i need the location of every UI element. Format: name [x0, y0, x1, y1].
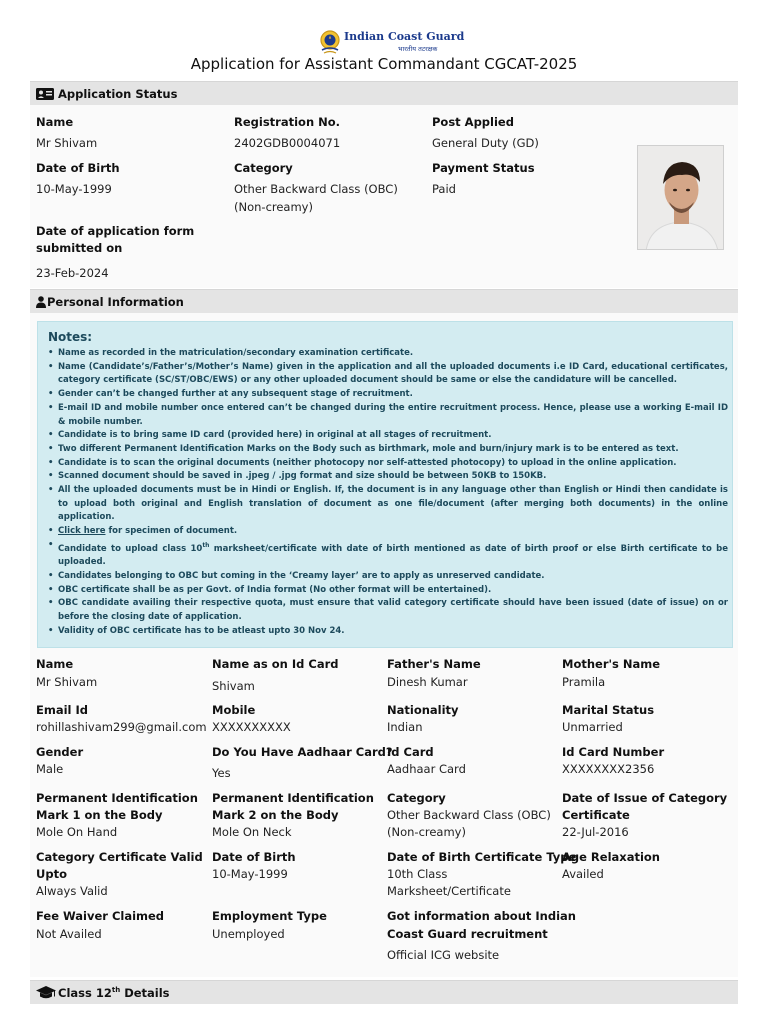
post-applied-label: Post Applied	[432, 115, 514, 129]
gender-label: Gender	[36, 745, 84, 759]
payment-status-label: Payment Status	[432, 161, 535, 175]
mother-name-value: Pramila	[562, 675, 606, 689]
note-item: • OBC candidate availing their respective quota, must ensure that valid category certificate should have been issued (date of issue) on or before the closing date of application.	[46, 597, 728, 624]
mark2-label-line2: Mark 2 on the Body	[212, 808, 339, 822]
mobile-value: XXXXXXXXXX	[212, 720, 291, 734]
notes-title: Notes:	[48, 330, 93, 344]
submitted-value: 23-Feb-2024	[36, 266, 109, 280]
post-applied-value: General Duty (GD)	[432, 136, 539, 150]
notes-list	[46, 347, 728, 639]
note-item: • All the uploaded documents must be in Hindi or English. If, the document is in any language other than English or Hindi then candidate is to upload both original and English translation of document as one file/document (after merging both documents) in the online application.	[46, 484, 728, 525]
id-card-number-value: XXXXXXXX2356	[562, 762, 655, 776]
id-name-label: Name as on Id Card	[212, 657, 339, 671]
class12-title-text: Class 12	[58, 986, 112, 1000]
coast-guard-logo	[318, 28, 465, 56]
note-item: • Name (Candidate’s/Father’s/Mother’s Name) given in the application and all the uploaded documents i.e ID Card, educational certificates, category certificate (SC/ST/OBC/EWS) or any other uploaded document should be same or else the candidature will be cancelled.	[46, 361, 728, 388]
coast-guard-emblem-icon	[318, 28, 342, 54]
dob-value: 10-May-1999	[212, 867, 288, 881]
status-category-value-line1: Other Backward Class (OBC)	[234, 182, 398, 196]
employment-type-label: Employment Type	[212, 909, 327, 923]
user-icon	[36, 296, 46, 308]
class12-details-header	[30, 980, 738, 1004]
note-item: • Validity of OBC certificate has to be atleast upto 30 Nov 24.	[46, 625, 728, 639]
gender-value: Male	[36, 762, 64, 776]
marital-status-label: Marital Status	[562, 703, 655, 717]
mobile-label: Mobile	[212, 703, 256, 717]
category-valid-value: Always Valid	[36, 884, 108, 898]
nationality-value: Indian	[387, 720, 423, 734]
mark1-value: Mole On Hand	[36, 825, 118, 839]
status-dob-value: 10-May-1999	[36, 182, 112, 196]
fee-waiver-value: Not Availed	[36, 927, 102, 941]
applicant-portrait-icon	[638, 146, 724, 250]
class10-note-text: Candidate to upload class 10	[58, 543, 203, 554]
mark1-label-line1: Permanent Identification	[36, 791, 198, 805]
class12-title-text-rest: Details	[120, 986, 170, 1000]
category-issue-date-label-line1: Date of Issue of Category	[562, 791, 728, 805]
id-name-value: Shivam	[212, 679, 255, 693]
registration-value: 2402GDB0004071	[234, 136, 341, 150]
class12-details-title	[58, 986, 170, 1000]
payment-status-value: Paid	[432, 182, 456, 196]
id-card-label: Id Card	[387, 745, 434, 759]
father-name-label: Father's Name	[387, 657, 481, 671]
status-dob-label: Date of Birth	[36, 161, 120, 175]
dob-label: Date of Birth	[212, 850, 296, 864]
dob-certificate-value-line1: 10th Class	[387, 867, 448, 881]
class10-note-text-rest: marksheet/certificate with date of birth mentioned as date of birth proof or else Birth certificate to be uploaded.	[58, 543, 728, 568]
note-item: • Name as recorded in the matriculation/secondary examination certificate.	[46, 347, 728, 361]
dob-certificate-label: Date of Birth Certificate Type	[387, 850, 577, 864]
category-label: Category	[387, 791, 446, 805]
note-item: • Scanned document should be saved in .jpeg / .jpg format and size should be between 50KB to 150KB.	[46, 470, 728, 484]
note-item: • E-mail ID and mobile number once entered can’t be changed during the entire recruitment process. Hence, please use a working E-mail ID & mobile number.	[46, 402, 728, 429]
class10-note-sup: th	[202, 541, 210, 549]
status-category-value-line2: (Non-creamy)	[234, 200, 313, 214]
marital-status-value: Unmarried	[562, 720, 623, 734]
mark2-value: Mole On Neck	[212, 825, 292, 839]
category-value-line2: (Non-creamy)	[387, 825, 466, 839]
mark1-label-line2: Mark 1 on the Body	[36, 808, 163, 822]
dob-certificate-value-line2: Marksheet/Certificate	[387, 884, 511, 898]
category-valid-label-line2: Upto	[36, 867, 67, 881]
applicant-photo	[637, 145, 724, 250]
application-status-header	[30, 81, 738, 105]
click-here-link[interactable]: Click here	[58, 526, 106, 537]
id-card-icon	[36, 88, 54, 100]
id-card-value: Aadhaar Card	[387, 762, 466, 776]
id-card-number-label: Id Card Number	[562, 745, 665, 759]
category-valid-label-line1: Category Certificate Valid	[36, 850, 203, 864]
fee-waiver-label: Fee Waiver Claimed	[36, 909, 165, 923]
status-category-label: Category	[234, 161, 293, 175]
info-source-label-line2: Coast Guard recruitment	[387, 927, 548, 941]
note-item: • Candidate is to bring same ID card (provided here) in original at all stages of recruitment.	[46, 429, 728, 443]
graduation-cap-icon	[36, 986, 56, 1000]
status-name-value: Mr Shivam	[36, 136, 98, 150]
age-relaxation-value: Availed	[562, 867, 604, 881]
class12-title-sup: th	[111, 986, 121, 995]
note-item: • Candidate is to scan the original documents (neither photocopy nor self-attested photocopy) to upload in the online application.	[46, 457, 728, 471]
employment-type-value: Unemployed	[212, 927, 285, 941]
page-title: Application for Assistant Commandant CGCAT-2025	[190, 55, 578, 73]
name-label: Name	[36, 657, 74, 671]
info-source-value: Official ICG website	[387, 948, 500, 962]
category-value-line1: Other Backward Class (OBC)	[387, 808, 551, 822]
registration-label: Registration No.	[234, 115, 341, 129]
org-name-hindi: भारतीय तटरक्षक	[398, 45, 438, 53]
personal-information-title: Personal Information	[47, 295, 184, 309]
aadhaar-value: Yes	[212, 766, 231, 780]
note-item-click-here	[46, 525, 728, 539]
note-item: • Candidates belonging to OBC but coming in the ‘Creamy layer’ are to apply as unreserved candidate.	[46, 570, 728, 584]
age-relaxation-label: Age Relaxation	[562, 850, 660, 864]
click-here-text: for specimen of document.	[105, 526, 238, 537]
note-item: • OBC certificate shall be as per Govt. of India format (No other format will be entertained).	[46, 584, 728, 598]
info-source-label-line1: Got information about Indian	[387, 909, 576, 923]
submitted-label-line2: submitted on	[36, 241, 123, 255]
note-item-class10	[46, 539, 728, 570]
personal-information-header	[30, 289, 738, 313]
status-name-label: Name	[36, 115, 74, 129]
name-value: Mr Shivam	[36, 675, 98, 689]
note-item: • Gender can’t be changed further at any subsequent stage of recruitment.	[46, 388, 728, 402]
application-status-title: Application Status	[58, 87, 178, 101]
notes-box	[37, 321, 733, 648]
category-issue-date-label-line2: Certificate	[562, 808, 630, 822]
note-item: • Two different Permanent Identification Marks on the Body such as birthmark, mole and burn/injury mark is to be entered as text.	[46, 443, 728, 457]
email-value: rohillashivam299@gmail.com	[36, 720, 207, 734]
email-label: Email Id	[36, 703, 88, 717]
nationality-label: Nationality	[387, 703, 459, 717]
father-name-value: Dinesh Kumar	[387, 675, 468, 689]
submitted-label-line1: Date of application form	[36, 224, 195, 238]
mother-name-label: Mother's Name	[562, 657, 661, 671]
category-issue-date-value: 22-Jul-2016	[562, 825, 629, 839]
aadhaar-label: Do You Have Aadhaar Card?	[212, 745, 393, 759]
mark2-label-line1: Permanent Identification	[212, 791, 374, 805]
org-name: Indian Coast Guard	[344, 30, 465, 43]
